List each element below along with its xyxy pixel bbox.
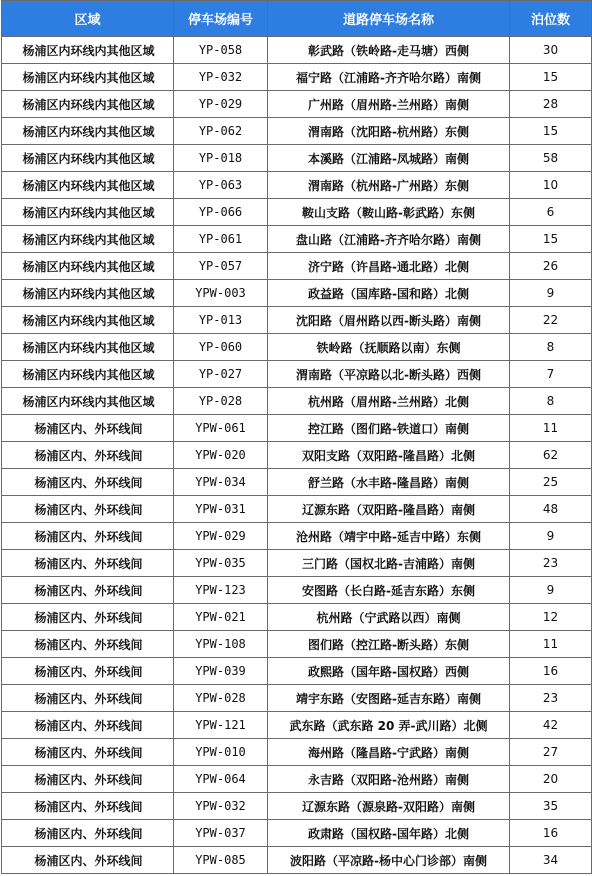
cell-region: 杨浦区内、外环线间 bbox=[2, 793, 174, 820]
cell-name: 三门路（国权北路-吉浦路）南侧 bbox=[268, 550, 510, 577]
cell-code: YPW-121 bbox=[174, 712, 268, 739]
cell-name: 彰武路（铁岭路-走马塘）西侧 bbox=[268, 37, 510, 64]
cell-region: 杨浦区内环线内其他区域 bbox=[2, 307, 174, 334]
table-row bbox=[2, 658, 592, 685]
table-row bbox=[2, 442, 592, 469]
cell-spaces: 28 bbox=[510, 91, 592, 118]
cell-name: 沧州路（靖宇中路-延吉中路）东侧 bbox=[268, 523, 510, 550]
cell-name: 辽源东路（双阳路-隆昌路）南侧 bbox=[268, 496, 510, 523]
cell-name: 沈阳路（眉州路以西-断头路）南侧 bbox=[268, 307, 510, 334]
cell-code: YP-061 bbox=[174, 226, 268, 253]
cell-spaces: 12 bbox=[510, 604, 592, 631]
cell-name: 福宁路（江浦路-齐齐哈尔路）南侧 bbox=[268, 64, 510, 91]
parking-table bbox=[1, 0, 592, 874]
cell-region: 杨浦区内环线内其他区域 bbox=[2, 91, 174, 118]
table-row bbox=[2, 820, 592, 847]
table-row bbox=[2, 361, 592, 388]
cell-code: YP-018 bbox=[174, 145, 268, 172]
table-row bbox=[2, 415, 592, 442]
cell-region: 杨浦区内环线内其他区域 bbox=[2, 226, 174, 253]
cell-spaces: 11 bbox=[510, 415, 592, 442]
cell-spaces: 58 bbox=[510, 145, 592, 172]
table-row bbox=[2, 604, 592, 631]
cell-code: YPW-020 bbox=[174, 442, 268, 469]
cell-region: 杨浦区内环线内其他区域 bbox=[2, 199, 174, 226]
cell-spaces: 10 bbox=[510, 172, 592, 199]
cell-region: 杨浦区内环线内其他区域 bbox=[2, 361, 174, 388]
cell-region: 杨浦区内、外环线间 bbox=[2, 442, 174, 469]
cell-name: 本溪路（江浦路-凤城路）南侧 bbox=[268, 145, 510, 172]
cell-spaces: 62 bbox=[510, 442, 592, 469]
cell-region: 杨浦区内、外环线间 bbox=[2, 766, 174, 793]
cell-region: 杨浦区内、外环线间 bbox=[2, 496, 174, 523]
cell-spaces: 9 bbox=[510, 280, 592, 307]
cell-region: 杨浦区内、外环线间 bbox=[2, 523, 174, 550]
cell-code: YP-062 bbox=[174, 118, 268, 145]
cell-spaces: 8 bbox=[510, 334, 592, 361]
cell-code: YP-028 bbox=[174, 388, 268, 415]
cell-region: 杨浦区内环线内其他区域 bbox=[2, 388, 174, 415]
cell-region: 杨浦区内、外环线间 bbox=[2, 631, 174, 658]
table-row bbox=[2, 577, 592, 604]
cell-code: YP-057 bbox=[174, 253, 268, 280]
header-name: 道路停车场名称 bbox=[268, 1, 510, 37]
cell-spaces: 16 bbox=[510, 820, 592, 847]
cell-name: 政肃路（国权路-国年路）北侧 bbox=[268, 820, 510, 847]
table-row bbox=[2, 631, 592, 658]
cell-name: 鞍山支路（鞍山路-彰武路）东侧 bbox=[268, 199, 510, 226]
cell-code: YPW-028 bbox=[174, 685, 268, 712]
cell-name: 济宁路（许昌路-通北路）北侧 bbox=[268, 253, 510, 280]
cell-region: 杨浦区内环线内其他区域 bbox=[2, 172, 174, 199]
cell-region: 杨浦区内环线内其他区域 bbox=[2, 253, 174, 280]
cell-code: YPW-034 bbox=[174, 469, 268, 496]
cell-name: 杭州路（眉州路-兰州路）北侧 bbox=[268, 388, 510, 415]
cell-code: YPW-039 bbox=[174, 658, 268, 685]
cell-code: YPW-031 bbox=[174, 496, 268, 523]
cell-name: 控江路（图们路-铁道口）南侧 bbox=[268, 415, 510, 442]
cell-region: 杨浦区内环线内其他区域 bbox=[2, 64, 174, 91]
cell-code: YP-029 bbox=[174, 91, 268, 118]
cell-region: 杨浦区内环线内其他区域 bbox=[2, 280, 174, 307]
cell-spaces: 6 bbox=[510, 199, 592, 226]
table-row bbox=[2, 253, 592, 280]
cell-spaces: 15 bbox=[510, 64, 592, 91]
cell-region: 杨浦区内、外环线间 bbox=[2, 604, 174, 631]
cell-spaces: 30 bbox=[510, 37, 592, 64]
table-row bbox=[2, 199, 592, 226]
table-row bbox=[2, 91, 592, 118]
table-row bbox=[2, 64, 592, 91]
cell-code: YP-063 bbox=[174, 172, 268, 199]
cell-region: 杨浦区内、外环线间 bbox=[2, 739, 174, 766]
cell-name: 渭南路（杭州路-广州路）东侧 bbox=[268, 172, 510, 199]
cell-spaces: 34 bbox=[510, 847, 592, 874]
table-row bbox=[2, 388, 592, 415]
cell-code: YPW-021 bbox=[174, 604, 268, 631]
cell-code: YP-032 bbox=[174, 64, 268, 91]
cell-code: YPW-108 bbox=[174, 631, 268, 658]
cell-region: 杨浦区内、外环线间 bbox=[2, 415, 174, 442]
cell-region: 杨浦区内、外环线间 bbox=[2, 685, 174, 712]
cell-spaces: 9 bbox=[510, 523, 592, 550]
cell-name: 舒兰路（水丰路-隆昌路）南侧 bbox=[268, 469, 510, 496]
header-row bbox=[2, 1, 592, 37]
cell-code: YPW-003 bbox=[174, 280, 268, 307]
cell-code: YP-066 bbox=[174, 199, 268, 226]
table-row bbox=[2, 793, 592, 820]
cell-code: YP-027 bbox=[174, 361, 268, 388]
header-region: 区域 bbox=[2, 1, 174, 37]
cell-region: 杨浦区内、外环线间 bbox=[2, 550, 174, 577]
table-row bbox=[2, 685, 592, 712]
table-body bbox=[2, 37, 592, 874]
table-row bbox=[2, 307, 592, 334]
cell-region: 杨浦区内、外环线间 bbox=[2, 820, 174, 847]
cell-code: YPW-029 bbox=[174, 523, 268, 550]
cell-spaces: 16 bbox=[510, 658, 592, 685]
table-row bbox=[2, 766, 592, 793]
table-row bbox=[2, 172, 592, 199]
cell-region: 杨浦区内、外环线间 bbox=[2, 469, 174, 496]
table-header bbox=[2, 1, 592, 37]
table-row bbox=[2, 118, 592, 145]
cell-name: 铁岭路（抚顺路以南）东侧 bbox=[268, 334, 510, 361]
cell-region: 杨浦区内环线内其他区域 bbox=[2, 334, 174, 361]
cell-spaces: 23 bbox=[510, 550, 592, 577]
cell-name: 辽源东路（源泉路-双阳路）南侧 bbox=[268, 793, 510, 820]
cell-name: 武东路（武东路 20 弄-武川路）北侧 bbox=[268, 712, 510, 739]
cell-region: 杨浦区内环线内其他区域 bbox=[2, 118, 174, 145]
cell-name: 杭州路（宁武路以西）南侧 bbox=[268, 604, 510, 631]
table-row bbox=[2, 712, 592, 739]
table-row bbox=[2, 550, 592, 577]
cell-name: 安图路（长白路-延吉东路）东侧 bbox=[268, 577, 510, 604]
cell-region: 杨浦区内环线内其他区域 bbox=[2, 145, 174, 172]
cell-region: 杨浦区内、外环线间 bbox=[2, 712, 174, 739]
cell-spaces: 7 bbox=[510, 361, 592, 388]
cell-name: 图们路（控江路-断头路）东侧 bbox=[268, 631, 510, 658]
table-row bbox=[2, 334, 592, 361]
cell-code: YPW-085 bbox=[174, 847, 268, 874]
cell-name: 海州路（隆昌路-宁武路）南侧 bbox=[268, 739, 510, 766]
cell-region: 杨浦区内、外环线间 bbox=[2, 847, 174, 874]
cell-code: YPW-010 bbox=[174, 739, 268, 766]
cell-code: YPW-037 bbox=[174, 820, 268, 847]
cell-spaces: 22 bbox=[510, 307, 592, 334]
table-row bbox=[2, 496, 592, 523]
cell-spaces: 25 bbox=[510, 469, 592, 496]
cell-name: 永吉路（双阳路-沧州路）南侧 bbox=[268, 766, 510, 793]
cell-spaces: 15 bbox=[510, 118, 592, 145]
cell-name: 政熙路（国年路-国权路）西侧 bbox=[268, 658, 510, 685]
cell-code: YPW-123 bbox=[174, 577, 268, 604]
cell-code: YPW-035 bbox=[174, 550, 268, 577]
cell-spaces: 48 bbox=[510, 496, 592, 523]
table-row bbox=[2, 847, 592, 874]
cell-spaces: 20 bbox=[510, 766, 592, 793]
cell-spaces: 35 bbox=[510, 793, 592, 820]
cell-spaces: 11 bbox=[510, 631, 592, 658]
cell-code: YP-058 bbox=[174, 37, 268, 64]
cell-code: YPW-032 bbox=[174, 793, 268, 820]
table-row bbox=[2, 37, 592, 64]
cell-spaces: 27 bbox=[510, 739, 592, 766]
cell-code: YP-013 bbox=[174, 307, 268, 334]
cell-spaces: 42 bbox=[510, 712, 592, 739]
cell-spaces: 26 bbox=[510, 253, 592, 280]
header-spaces: 泊位数 bbox=[510, 1, 592, 37]
cell-name: 广州路（眉州路-兰州路）南侧 bbox=[268, 91, 510, 118]
table-row bbox=[2, 469, 592, 496]
cell-region: 杨浦区内环线内其他区域 bbox=[2, 37, 174, 64]
cell-name: 靖宇东路（安图路-延吉东路）南侧 bbox=[268, 685, 510, 712]
table-row bbox=[2, 145, 592, 172]
cell-spaces: 9 bbox=[510, 577, 592, 604]
cell-name: 波阳路（平凉路-杨中心门诊部）南侧 bbox=[268, 847, 510, 874]
cell-code: YPW-061 bbox=[174, 415, 268, 442]
cell-name: 政益路（国库路-国和路）北侧 bbox=[268, 280, 510, 307]
cell-code: YPW-064 bbox=[174, 766, 268, 793]
cell-code: YP-060 bbox=[174, 334, 268, 361]
cell-spaces: 8 bbox=[510, 388, 592, 415]
cell-spaces: 23 bbox=[510, 685, 592, 712]
cell-spaces: 15 bbox=[510, 226, 592, 253]
cell-name: 盘山路（江浦路-齐齐哈尔路）南侧 bbox=[268, 226, 510, 253]
cell-region: 杨浦区内、外环线间 bbox=[2, 658, 174, 685]
header-code: 停车场编号 bbox=[174, 1, 268, 37]
cell-name: 渭南路（平凉路以北-断头路）西侧 bbox=[268, 361, 510, 388]
table-row bbox=[2, 523, 592, 550]
cell-name: 双阳支路（双阳路-隆昌路）北侧 bbox=[268, 442, 510, 469]
cell-name: 渭南路（沈阳路-杭州路）东侧 bbox=[268, 118, 510, 145]
cell-region: 杨浦区内、外环线间 bbox=[2, 577, 174, 604]
table-row bbox=[2, 739, 592, 766]
table-row bbox=[2, 280, 592, 307]
table-row bbox=[2, 226, 592, 253]
